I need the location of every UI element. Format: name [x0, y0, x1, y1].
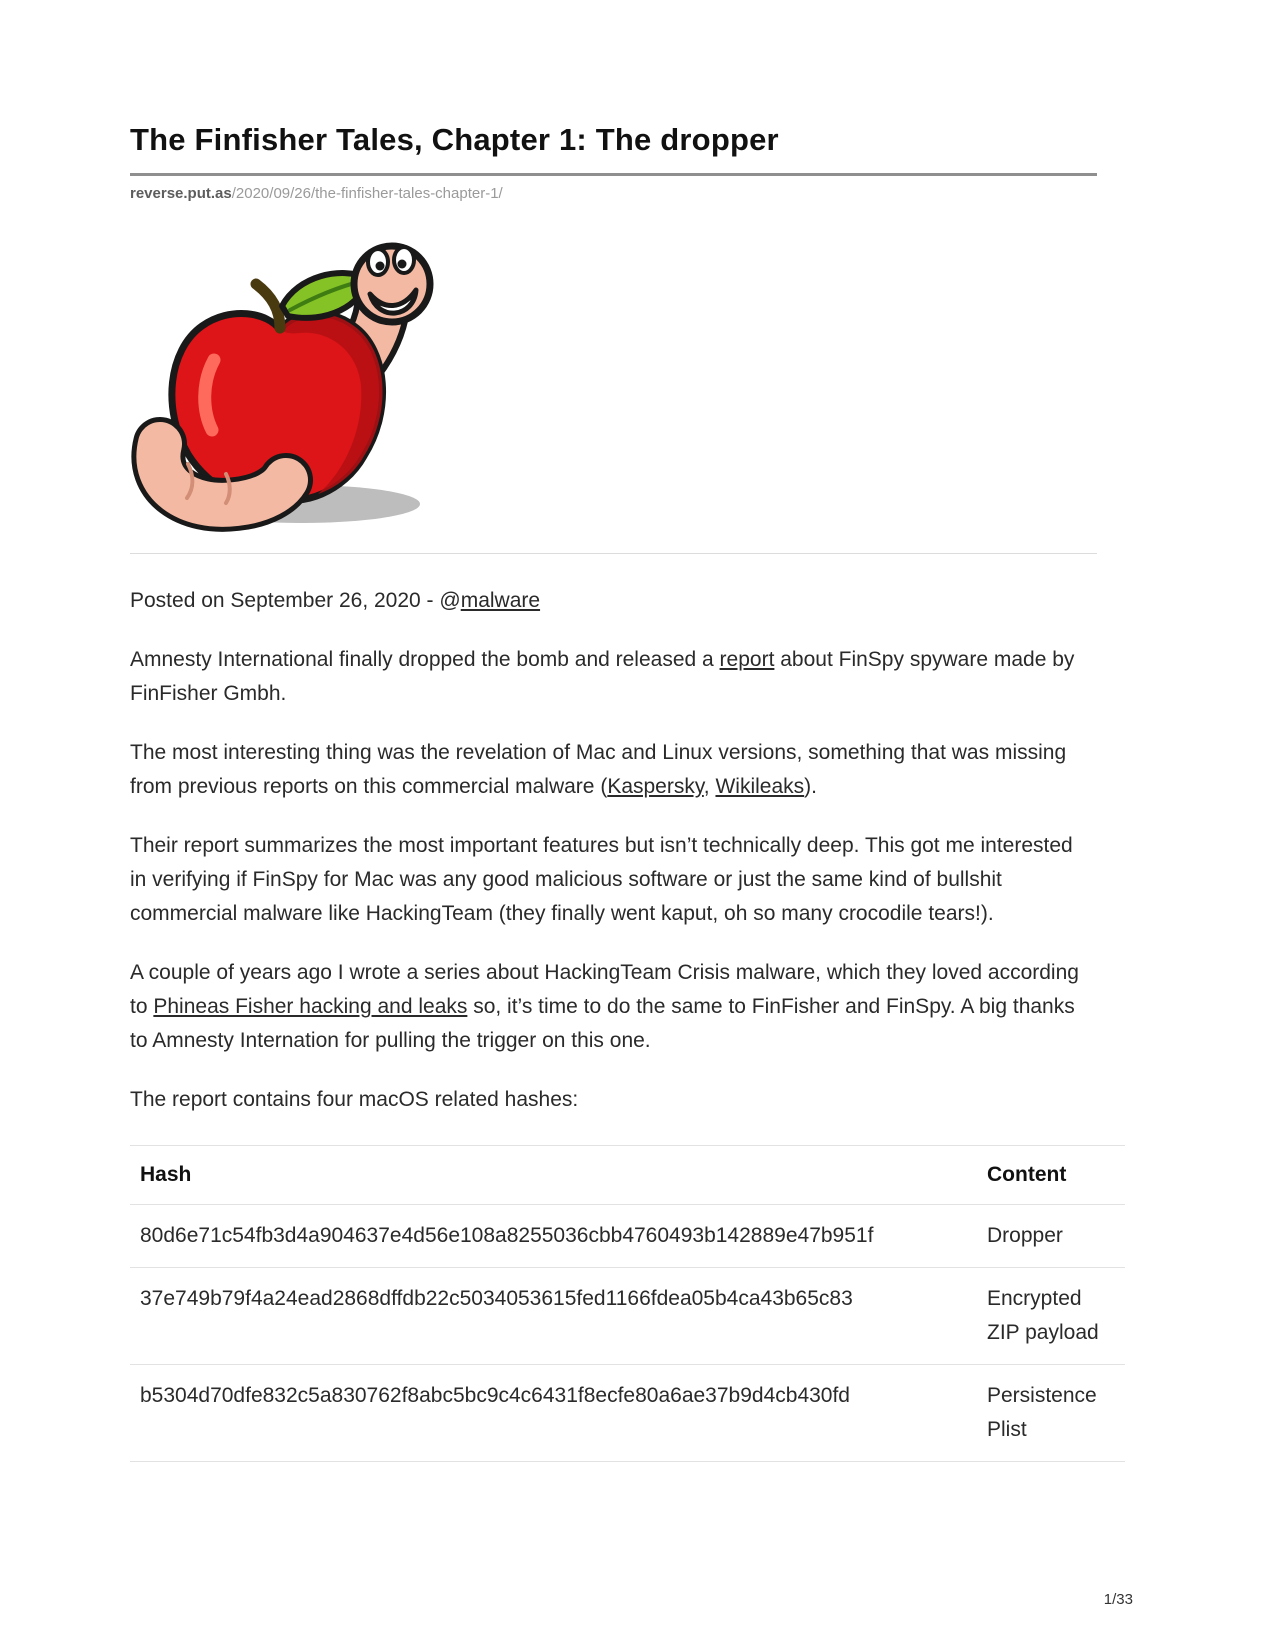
title-divider: [130, 173, 1097, 176]
table-row: [130, 1365, 1125, 1462]
content-cell: Encrypted ZIP payload: [977, 1268, 1125, 1365]
hash-table: [130, 1145, 1125, 1462]
hash-cell: 80d6e71c54fb3d4a904637e4d56e108a8255036cbb4760493b142889e47b951f: [130, 1205, 977, 1268]
phineas-fisher-link[interactable]: Phineas Fisher hacking and leaks: [153, 995, 468, 1018]
source-url: [130, 185, 1145, 202]
paragraph-text: ).: [804, 775, 817, 798]
paragraph-2: [130, 736, 1085, 804]
section-divider: [130, 553, 1097, 554]
paragraph-3: Their report summarizes the most important features but isn’t technically deep. This got me interested in verifying if FinSpy for Mac was any good malicious software or just the same kind of bullshit commercial malware like HackingTeam (they finally went kaput, oh so many crocodile tears!).: [130, 834, 1073, 925]
kaspersky-link[interactable]: Kaspersky: [607, 775, 704, 798]
source-domain: reverse.put.as: [130, 185, 232, 202]
report-link[interactable]: report: [719, 648, 775, 671]
wikileaks-link[interactable]: Wikileaks: [715, 775, 805, 798]
paragraph-4: [130, 956, 1085, 1058]
page-title: The Finfisher Tales, Chapter 1: The dropper: [130, 122, 779, 157]
paragraph-text: The most interesting thing was the revelation of Mac and Linux versions, something that was missing from previous reports on this commercial malware (: [130, 741, 1067, 798]
byline-text: Posted on September 26, 2020 - @: [130, 589, 461, 612]
paragraph-5: The report contains four macOS related hashes:: [130, 1088, 579, 1111]
paragraph-text: about FinSpy spyware made by FinFisher Gmbh.: [130, 648, 1075, 705]
paragraph-text: Amnesty International finally dropped the bomb and released a: [130, 648, 720, 671]
byline: [130, 584, 1085, 618]
content-cell: Dropper: [977, 1205, 1125, 1268]
content-cell: Persistence Plist: [977, 1365, 1125, 1462]
paragraph-1: [130, 643, 1085, 711]
page-number: 1/33: [1103, 1591, 1133, 1608]
hash-cell: 37e749b79f4a24ead2868dffdb22c5034053615fed1166fdea05b4ca43b65c83: [130, 1268, 977, 1365]
author-link[interactable]: malware: [460, 589, 541, 612]
paragraph-text: so, it’s time to do the same to FinFisher and FinSpy. A big thanks to Amnesty Internation for pulling the trigger on this one.: [130, 995, 1075, 1052]
table-row: [130, 1268, 1125, 1365]
table-header-row: [130, 1146, 1125, 1205]
worm-apple-illustration: [130, 232, 440, 532]
table-row: [130, 1205, 1125, 1268]
paragraph-text: ,: [703, 775, 716, 798]
hash-cell: b5304d70dfe832c5a830762f8abc5bc9c4c6431f8ecfe80a6ae37b9d4cb430fd: [130, 1365, 977, 1462]
source-path: /2020/09/26/the-finfisher-tales-chapter-1/: [231, 185, 503, 202]
content-column-header: Content: [977, 1146, 1125, 1205]
paragraph-text: A couple of years ago I wrote a series about HackingTeam Crisis malware, which they loved according to: [130, 961, 1079, 1018]
worm-head-shape: [354, 246, 430, 322]
hash-column-header: Hash: [130, 1146, 977, 1205]
